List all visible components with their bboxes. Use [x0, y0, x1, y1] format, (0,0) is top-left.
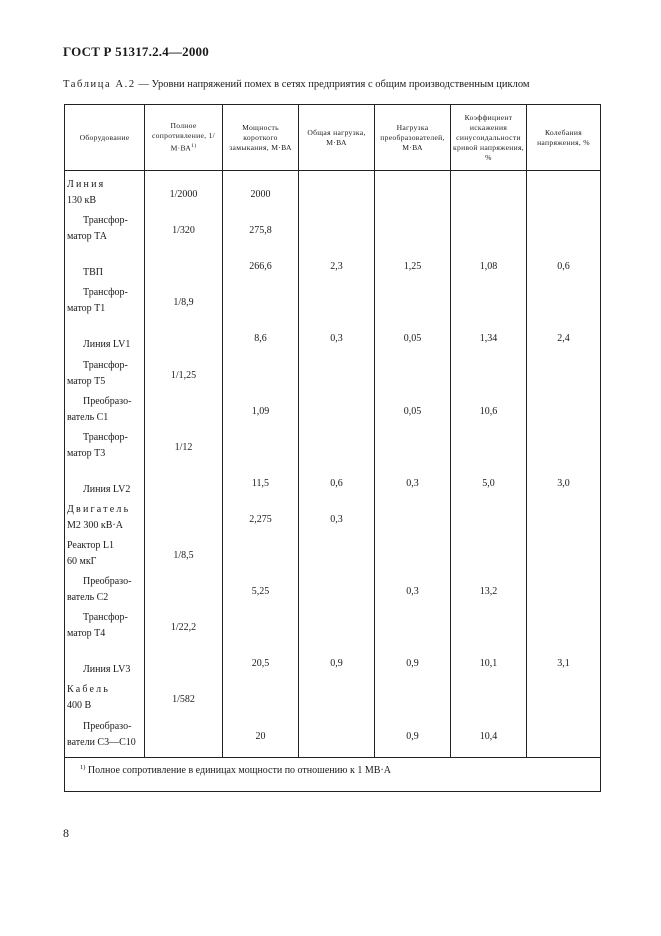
cell-impedance — [145, 570, 223, 606]
value-converter-load: 0,05 — [403, 333, 422, 345]
cell-short-circuit — [223, 570, 299, 606]
equipment-line-2: ватели С3—С10 — [67, 736, 136, 748]
cell-impedance — [145, 426, 223, 462]
value-fluctuation — [527, 745, 600, 751]
value-total-load: 0,6 — [330, 477, 343, 489]
equipment-line-1: Трансфор- — [83, 287, 128, 299]
value-converter-load: 0,9 — [406, 658, 419, 670]
cell-impedance — [145, 678, 223, 714]
cell-short-circuit — [223, 171, 299, 210]
equipment-cell — [65, 171, 145, 210]
table-row — [65, 498, 601, 534]
cell-distortion — [451, 642, 527, 678]
cell-total-load — [299, 209, 375, 245]
value-short-circuit: 275,8 — [249, 225, 272, 237]
equipment-cell — [65, 462, 145, 498]
equipment-cell — [65, 281, 145, 317]
equipment-line-1: Линия — [67, 179, 106, 191]
value-converter-load: 0,3 — [406, 477, 419, 489]
equipment-line-1: Трансфор- — [83, 359, 128, 371]
value-short-circuit: 20,5 — [251, 658, 270, 670]
cell-short-circuit — [223, 353, 299, 389]
equipment-cell — [65, 714, 145, 757]
document-code: ГОСТ Р 51317.2.4—2000 — [63, 44, 209, 59]
table-caption — [63, 79, 603, 90]
value-distortion: 5,0 — [482, 477, 495, 489]
equipment-line-2: ватель С1 — [67, 411, 109, 423]
cell-impedance — [145, 281, 223, 317]
cell-short-circuit — [223, 390, 299, 426]
value-distortion: 10,4 — [479, 730, 498, 742]
cell-impedance — [145, 462, 223, 498]
equipment-line-2: 400 В — [67, 700, 92, 712]
cell-distortion — [451, 317, 527, 353]
cell-impedance — [145, 642, 223, 678]
cell-converter-load — [375, 678, 451, 714]
cell-total-load — [299, 678, 375, 714]
value-total-load: 0,3 — [330, 513, 343, 525]
cell-total-load — [299, 498, 375, 534]
cell-converter-load — [375, 570, 451, 606]
equipment-line-2: матор Т3 — [67, 447, 106, 459]
value-short-circuit: 2000 — [250, 189, 271, 201]
equipment-cell — [65, 353, 145, 389]
table-row — [65, 390, 601, 426]
table-row — [65, 642, 601, 678]
value-short-circuit: 1,09 — [251, 405, 270, 417]
equipment-line-2: Линия LV1 — [83, 339, 131, 351]
equipment-line-1: Трансфор- — [83, 431, 128, 443]
table-row — [65, 171, 601, 210]
equipment-line-2: 60 мкГ — [67, 556, 97, 568]
cell-distortion — [451, 462, 527, 498]
cell-converter-load — [375, 281, 451, 317]
value-short-circuit: 2,275 — [249, 513, 272, 525]
value-distortion: 1,34 — [479, 333, 498, 345]
cell-total-load — [299, 390, 375, 426]
cell-short-circuit — [223, 534, 299, 570]
cell-total-load — [299, 606, 375, 642]
equipment-cell — [65, 570, 145, 606]
cell-short-circuit — [223, 281, 299, 317]
value-impedance: 1/22,2 — [170, 622, 197, 634]
cell-converter-load — [375, 209, 451, 245]
cell-converter-load — [375, 498, 451, 534]
cell-total-load — [299, 426, 375, 462]
cell-distortion — [451, 426, 527, 462]
equipment-line-2: матор Т5 — [67, 375, 106, 387]
value-converter-load: 1,25 — [403, 261, 422, 273]
equipment-line-1: Трансфор- — [83, 612, 128, 624]
cell-impedance — [145, 606, 223, 642]
value-short-circuit: 5,25 — [251, 586, 270, 598]
cell-impedance — [145, 245, 223, 281]
equipment-line-2: матор Т1 — [67, 303, 106, 315]
cell-converter-load — [375, 642, 451, 678]
header-fluctuation: Колебания напряжения, % — [527, 105, 601, 171]
equipment-line-2: Линия LV2 — [83, 483, 131, 495]
table-body — [65, 171, 601, 758]
header-short-circuit: Мощность короткого замыкания, М·ВА — [223, 105, 299, 171]
cell-fluctuation — [527, 534, 601, 570]
cell-converter-load — [375, 171, 451, 210]
value-converter-load: 0,3 — [406, 586, 419, 598]
cell-impedance — [145, 171, 223, 210]
value-fluctuation: 3,0 — [557, 477, 570, 489]
cell-total-load — [299, 642, 375, 678]
cell-fluctuation — [527, 570, 601, 606]
cell-short-circuit — [223, 317, 299, 353]
value-impedance: 1/2000 — [169, 189, 198, 201]
equipment-cell — [65, 426, 145, 462]
equipment-line-2: М2 300 кВ·А — [67, 519, 123, 531]
equipment-line-1: Двигатель — [67, 503, 131, 515]
value-fluctuation: 2,4 — [557, 333, 570, 345]
cell-distortion — [451, 281, 527, 317]
table-row — [65, 462, 601, 498]
equipment-line-2: ватель С2 — [67, 592, 109, 604]
equipment-line-1: Реактор L1 — [67, 540, 115, 552]
value-short-circuit: 11,5 — [251, 477, 270, 489]
cell-distortion — [451, 209, 527, 245]
cell-converter-load — [375, 245, 451, 281]
table-caption-label: Таблица А.2 — [63, 79, 136, 90]
cell-short-circuit — [223, 245, 299, 281]
table-row — [65, 714, 601, 757]
cell-converter-load — [375, 714, 451, 757]
table-row — [65, 678, 601, 714]
cell-distortion — [451, 171, 527, 210]
table-row — [65, 570, 601, 606]
cell-fluctuation — [527, 353, 601, 389]
header-total-load: Общая нагрузка, М·ВА — [299, 105, 375, 171]
cell-impedance — [145, 534, 223, 570]
cell-short-circuit — [223, 209, 299, 245]
table-row — [65, 606, 601, 642]
table-row — [65, 317, 601, 353]
value-short-circuit: 266,6 — [249, 261, 272, 273]
table-header-row — [65, 105, 601, 171]
voltage-levels-table — [64, 104, 601, 792]
value-impedance: 1/320 — [172, 225, 195, 237]
cell-total-load — [299, 570, 375, 606]
equipment-cell — [65, 317, 145, 353]
cell-converter-load — [375, 462, 451, 498]
cell-fluctuation — [527, 171, 601, 210]
cell-impedance — [145, 714, 223, 757]
cell-fluctuation — [527, 317, 601, 353]
cell-fluctuation — [527, 642, 601, 678]
cell-short-circuit — [223, 678, 299, 714]
footnote-marker: 1) — [80, 763, 86, 771]
equipment-cell — [65, 209, 145, 245]
cell-total-load — [299, 462, 375, 498]
value-converter-load: 0,9 — [406, 730, 419, 742]
cell-fluctuation — [527, 209, 601, 245]
equipment-line-2: 130 кВ — [67, 195, 97, 207]
cell-fluctuation — [527, 281, 601, 317]
cell-distortion — [451, 498, 527, 534]
value-impedance — [145, 745, 222, 751]
cell-distortion — [451, 245, 527, 281]
cell-impedance — [145, 498, 223, 534]
equipment-line-1 — [67, 321, 144, 337]
value-fluctuation: 3,1 — [557, 658, 570, 670]
value-converter-load: 0,05 — [403, 405, 422, 417]
cell-short-circuit — [223, 498, 299, 534]
value-distortion: 1,08 — [479, 261, 498, 273]
value-impedance: 1/582 — [172, 694, 195, 706]
cell-short-circuit — [223, 462, 299, 498]
cell-impedance — [145, 353, 223, 389]
equipment-line-1 — [67, 466, 144, 482]
equipment-line-1: Кабель — [67, 684, 111, 696]
value-total-load: 2,3 — [330, 261, 343, 273]
header-converter-load: Нагрузка преобразователей, М·ВА — [375, 105, 451, 171]
cell-converter-load — [375, 606, 451, 642]
value-short-circuit: 20 — [255, 730, 266, 742]
value-impedance: 1/1,25 — [170, 369, 197, 381]
header-impedance-text: Полное сопротивление, 1/М·ВА — [151, 121, 216, 153]
equipment-line-2: матор Т4 — [67, 628, 106, 640]
footnote-text: Полное сопротивление в единицах мощности по отношению к 1 МВ·А — [85, 764, 391, 776]
equipment-line-1 — [67, 646, 144, 662]
cell-total-load — [299, 714, 375, 757]
cell-fluctuation — [527, 390, 601, 426]
cell-distortion — [451, 606, 527, 642]
value-distortion: 10,6 — [479, 405, 498, 417]
equipment-line-2: Линия LV3 — [83, 664, 131, 676]
table-row — [65, 426, 601, 462]
cell-short-circuit — [223, 642, 299, 678]
equipment-cell — [65, 534, 145, 570]
cell-converter-load — [375, 534, 451, 570]
cell-distortion — [451, 534, 527, 570]
equipment-cell — [65, 390, 145, 426]
value-total-load: 0,3 — [330, 333, 343, 345]
cell-converter-load — [375, 353, 451, 389]
value-impedance: 1/8,9 — [173, 297, 194, 309]
cell-distortion — [451, 390, 527, 426]
equipment-line-2: матор ТА — [67, 231, 108, 243]
cell-distortion — [451, 678, 527, 714]
cell-total-load — [299, 281, 375, 317]
value-impedance: 1/8,5 — [173, 550, 194, 562]
table-caption-text: — Уровни напряжений помех в сетях предприятия с общим производственным циклом — [135, 79, 530, 90]
page-number: 8 — [63, 826, 69, 840]
equipment-cell — [65, 245, 145, 281]
equipment-cell — [65, 606, 145, 642]
cell-total-load — [299, 245, 375, 281]
value-impedance: 1/12 — [174, 441, 193, 453]
cell-impedance — [145, 390, 223, 426]
cell-short-circuit — [223, 606, 299, 642]
equipment-line-1 — [67, 249, 144, 265]
equipment-line-1: Преобразо- — [83, 720, 132, 732]
table-row — [65, 353, 601, 389]
cell-total-load — [299, 317, 375, 353]
cell-fluctuation — [527, 462, 601, 498]
cell-total-load — [299, 534, 375, 570]
table-row — [65, 281, 601, 317]
cell-distortion — [451, 714, 527, 757]
equipment-cell — [65, 498, 145, 534]
cell-fluctuation — [527, 714, 601, 757]
equipment-line-1: Преобразо- — [83, 395, 132, 407]
cell-impedance — [145, 317, 223, 353]
value-short-circuit: 8,6 — [254, 333, 267, 345]
footnote — [65, 757, 601, 791]
equipment-cell — [65, 678, 145, 714]
value-total-load: 0,9 — [330, 658, 343, 670]
cell-fluctuation — [527, 245, 601, 281]
header-impedance-note-ref: 1) — [191, 143, 197, 150]
cell-fluctuation — [527, 678, 601, 714]
equipment-line-2: ТВП — [83, 267, 103, 279]
header-equipment: Оборудование — [65, 105, 145, 171]
table-row — [65, 534, 601, 570]
cell-fluctuation — [527, 426, 601, 462]
value-fluctuation: 0,6 — [557, 261, 570, 273]
cell-distortion — [451, 353, 527, 389]
value-total-load — [299, 745, 374, 751]
cell-total-load — [299, 353, 375, 389]
cell-impedance — [145, 209, 223, 245]
cell-converter-load — [375, 317, 451, 353]
header-impedance — [145, 105, 223, 171]
table-row — [65, 209, 601, 245]
cell-converter-load — [375, 390, 451, 426]
cell-total-load — [299, 171, 375, 210]
table-row — [65, 245, 601, 281]
cell-fluctuation — [527, 606, 601, 642]
header-distortion: Коэффициент искажения синусоидальности кривой напряжения, % — [451, 105, 527, 171]
footnote-row — [65, 757, 601, 791]
equipment-line-1: Трансфор- — [83, 215, 128, 227]
equipment-line-1: Преобразо- — [83, 576, 132, 588]
value-distortion: 10,1 — [479, 658, 498, 670]
cell-distortion — [451, 570, 527, 606]
cell-fluctuation — [527, 498, 601, 534]
equipment-cell — [65, 642, 145, 678]
cell-short-circuit — [223, 426, 299, 462]
cell-converter-load — [375, 426, 451, 462]
value-distortion: 13,2 — [479, 586, 498, 598]
cell-short-circuit — [223, 714, 299, 757]
